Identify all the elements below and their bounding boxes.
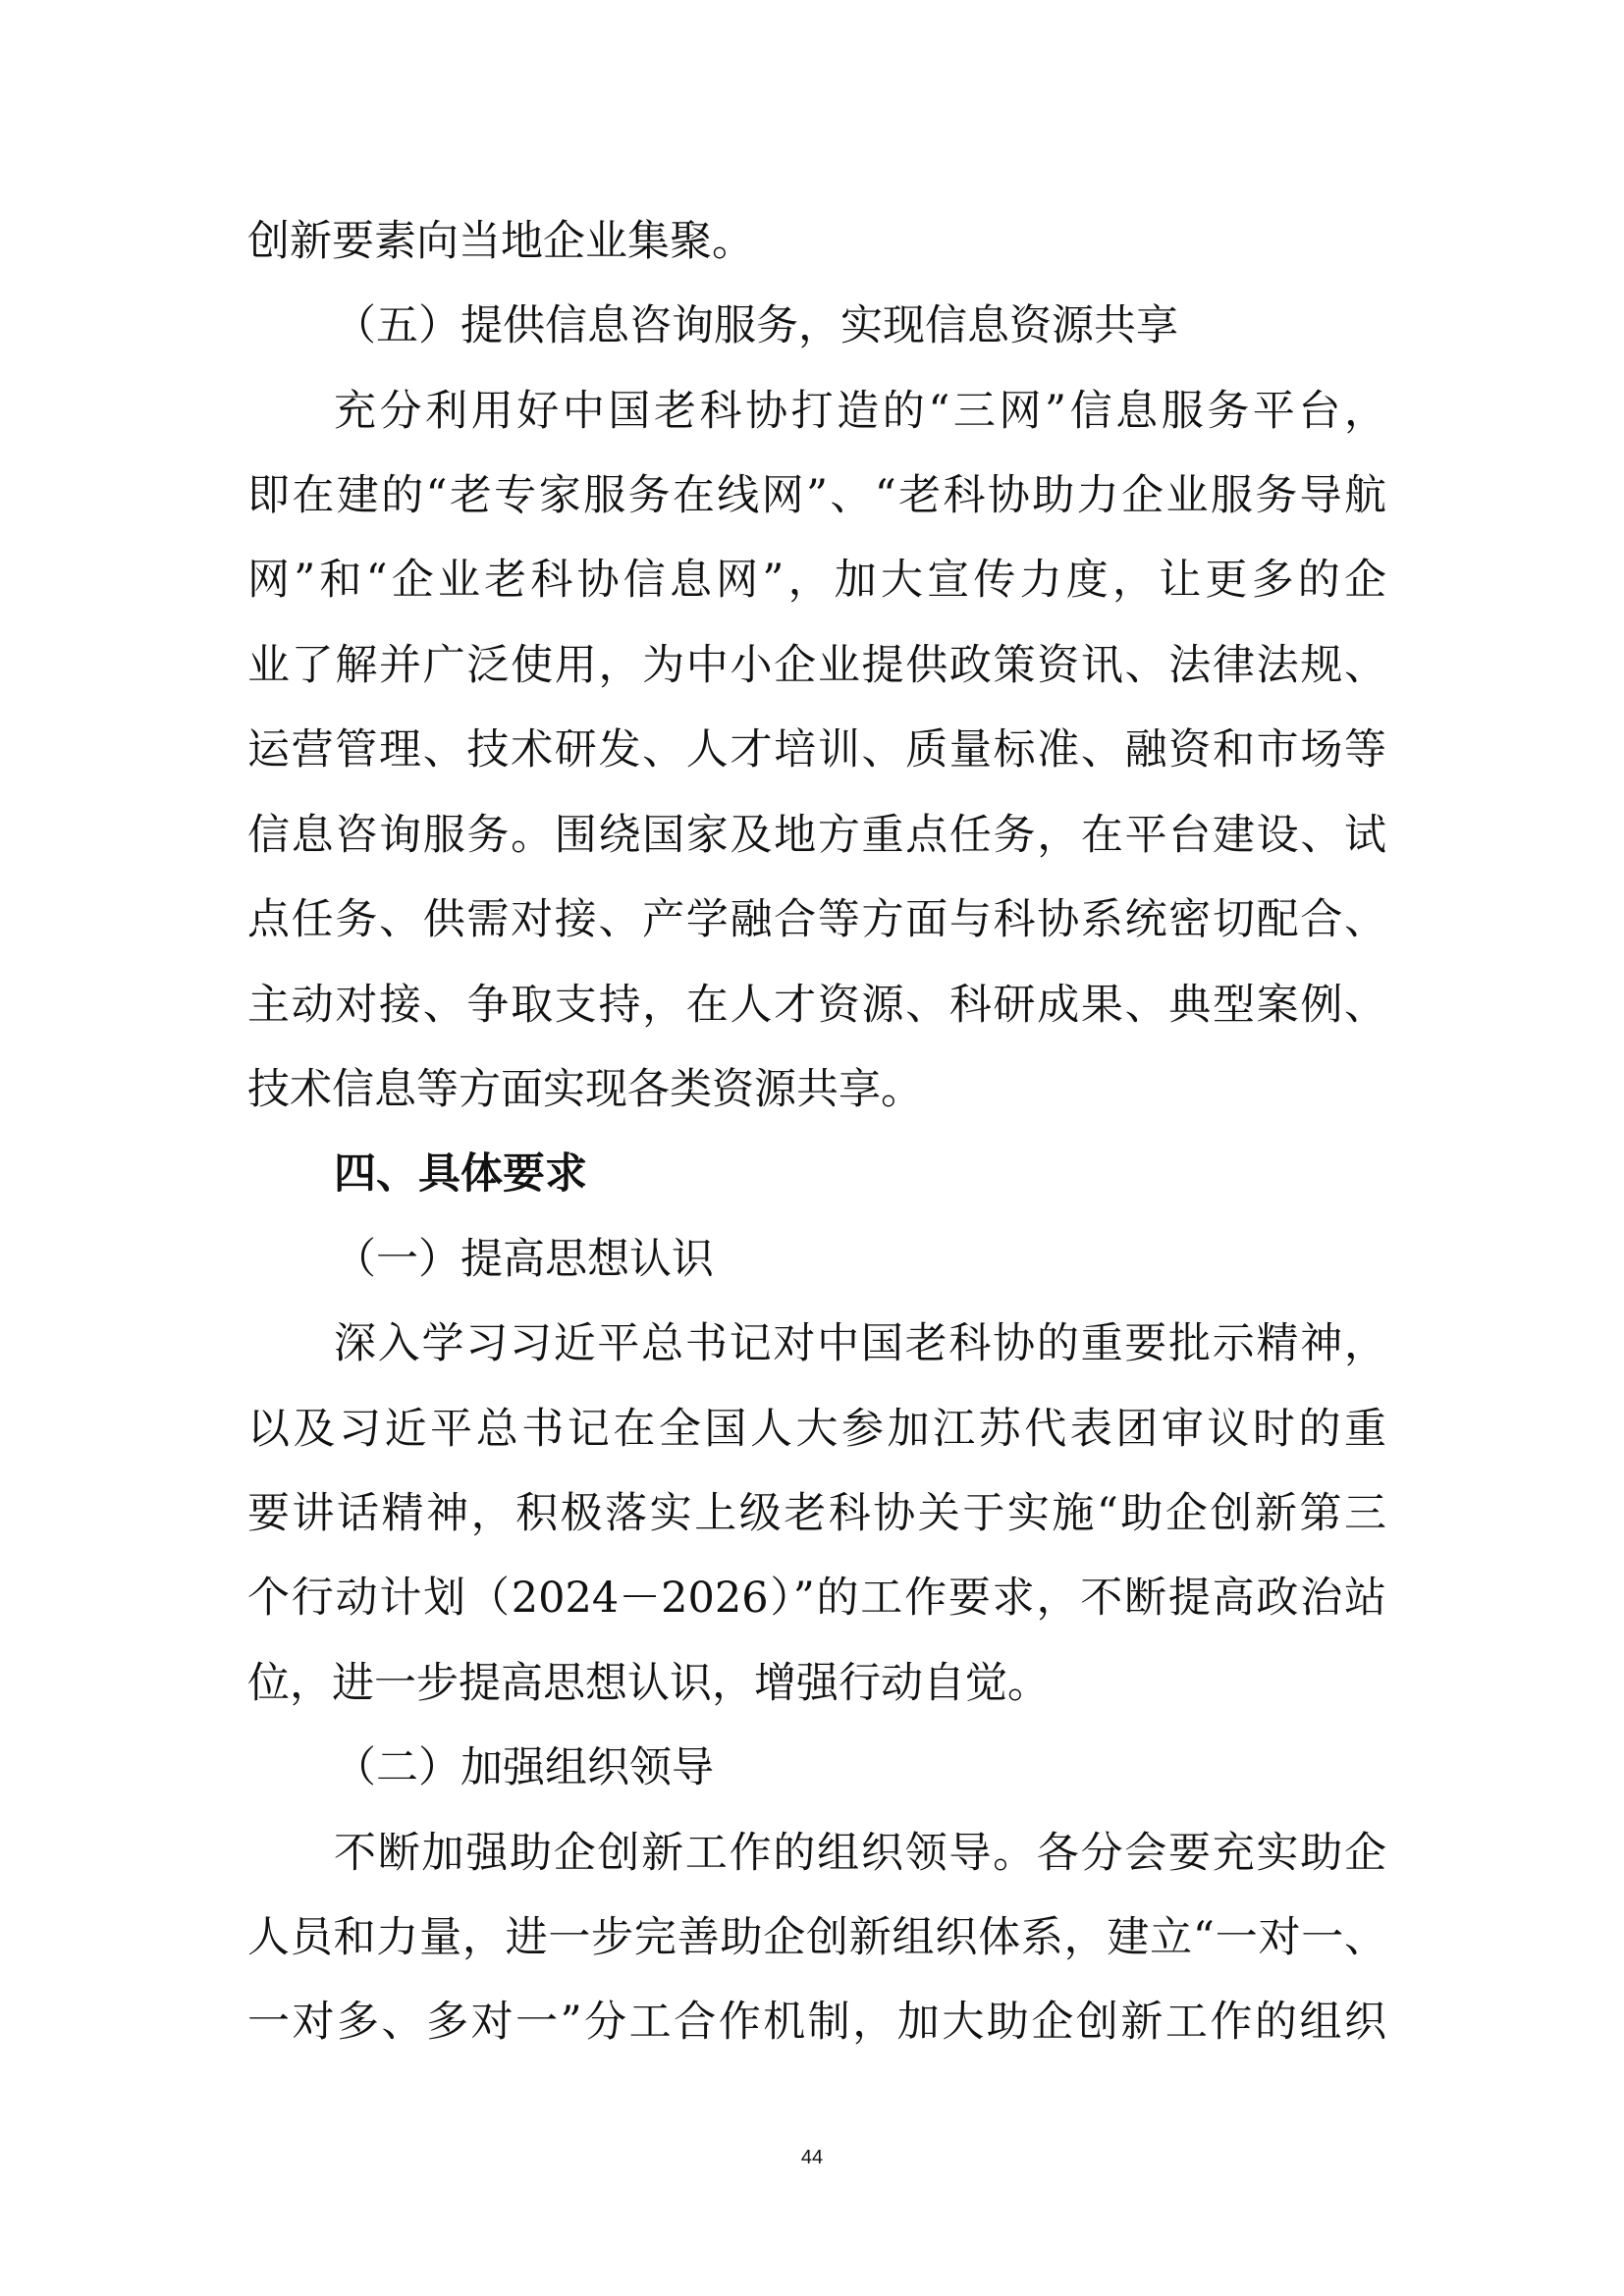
paragraph-line: 运营管理、技术研发、人才培训、质量标准、融资和市场等 (247, 725, 1386, 774)
paragraph-line: 主动对接、争取支持，在人才资源、科研成果、典型案例、 (247, 981, 1386, 1030)
paragraph-line: 不断加强助企创新工作的组织领导。各分会要充实助企 (334, 1829, 1386, 1878)
page-number: 44 (800, 2147, 824, 2168)
paragraph-line: 要讲话精神，积极落实上级老科协关于实施“助企创新第三 (247, 1489, 1386, 1538)
section-subheading: （一）提高思想认识 (334, 1235, 714, 1284)
paragraph-line: 个行动计划（2024－2026）”的工作要求，不断提高政治站 (247, 1574, 1386, 1623)
paragraph-line: 网”和“企业老科协信息网”，加大宣传力度，让更多的企 (247, 556, 1386, 605)
paragraph-line: 业了解并广泛使用，为中小企业提供政策资讯、法律法规、 (247, 641, 1386, 690)
section-heading: 四、具体要求 (334, 1149, 587, 1199)
paragraph-line: 位，进一步提高思想认识，增强行动自觉。 (247, 1659, 1050, 1708)
paragraph-line: 一对多、多对一”分工合作机制，加大助企创新工作的组织 (247, 1998, 1386, 2047)
paragraph-line: 信息咨询服务。围绕国家及地方重点任务，在平台建设、试 (247, 811, 1386, 860)
paragraph-line: 充分利用好中国老科协打造的“三网”信息服务平台， (334, 387, 1386, 436)
paragraph-line: 点任务、供需对接、产学融合等方面与科协系统密切配合、 (247, 895, 1386, 944)
paragraph-line: 以及习近平总书记在全国人大参加江苏代表团审议时的重 (247, 1405, 1386, 1454)
paragraph-line: 技术信息等方面实现各类资源共享。 (247, 1065, 923, 1114)
section-subheading: （五）提供信息咨询服务，实现信息资源共享 (334, 301, 1178, 350)
paragraph-line: 深入学习习近平总书记对中国老科协的重要批示精神， (334, 1319, 1386, 1368)
paragraph-line: 即在建的“老专家服务在线网”、“老科协助力企业服务导航 (247, 471, 1386, 520)
section-subheading: （二）加强组织领导 (334, 1743, 714, 1792)
paragraph-line: 创新要素向当地企业集聚。 (247, 217, 754, 266)
paragraph-line: 人员和力量，进一步完善助企创新组织体系，建立“一对一、 (247, 1913, 1386, 1962)
